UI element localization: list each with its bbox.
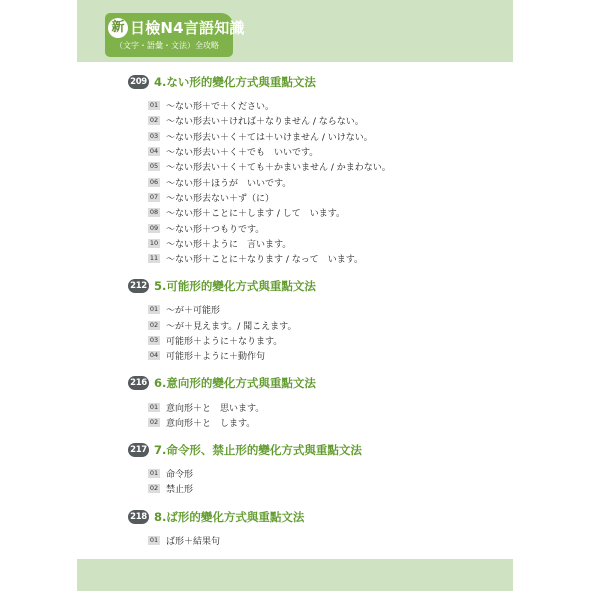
book-logo (105, 13, 245, 57)
list-item[interactable] (148, 98, 508, 113)
list-item[interactable] (148, 318, 508, 333)
list-item[interactable] (148, 159, 508, 174)
item-text: ～が＋可能形 (166, 306, 221, 317)
section-title: 5.可能形的變化方式與重點文法 (154, 279, 316, 294)
logo-subtitle: （文字・語彙・文法）全攻略 (115, 41, 219, 50)
section-items (128, 302, 508, 363)
section-items (128, 399, 508, 430)
section-page-badge: 217 (128, 443, 149, 457)
item-number: 02 (149, 320, 159, 329)
list-item[interactable] (148, 129, 508, 144)
item-number: 02 (149, 116, 159, 125)
item-number: 04 (149, 147, 159, 156)
item-number: 01 (149, 402, 159, 411)
item-text: ～ない形去い＋く＋でも いいです。 (166, 148, 319, 159)
toc-section (128, 507, 508, 548)
item-number: 10 (149, 238, 159, 247)
item-number: 07 (149, 192, 159, 201)
list-item[interactable] (148, 144, 508, 159)
list-item[interactable] (148, 220, 508, 235)
logo-badge: 新 (108, 18, 128, 38)
item-text: 意向形＋と します。 (166, 418, 256, 429)
list-item[interactable] (148, 190, 508, 205)
item-text: 可能形＋ように＋なります。 (166, 337, 283, 347)
item-number: 09 (149, 223, 159, 232)
item-number: 03 (149, 336, 159, 344)
item-number: 01 (149, 101, 159, 110)
item-number: 03 (149, 131, 159, 140)
list-item[interactable] (148, 399, 508, 414)
item-text: 禁止形 (166, 485, 194, 496)
list-item[interactable] (148, 333, 508, 348)
toc-section (128, 72, 508, 266)
section-title: 7.命令形、禁止形的變化方式與重點文法 (154, 443, 362, 458)
item-text: 命令形 (166, 470, 194, 481)
item-text: ～ない形去い＋ければ＋なりません / ならない。 (166, 117, 364, 128)
item-number: 02 (149, 484, 159, 493)
section-title: 8.ば形的變化方式與重點文法 (154, 509, 305, 524)
item-number: 02 (149, 417, 159, 426)
section-items (128, 98, 508, 266)
toc-section (128, 373, 508, 430)
item-text: 可能形＋ように＋動作句 (166, 352, 266, 363)
logo-title: 日檢N4言語知識 (130, 19, 245, 37)
item-text: ～ない形＋つもりです。 (166, 224, 265, 235)
section-heading[interactable] (128, 276, 508, 296)
section-heading[interactable] (128, 373, 508, 393)
footer-band (77, 559, 513, 591)
list-item[interactable] (148, 481, 508, 496)
table-of-contents (128, 72, 508, 558)
item-number: 11 (149, 254, 159, 263)
list-item[interactable] (148, 302, 508, 317)
list-item[interactable] (148, 466, 508, 481)
section-page-badge: 209 (128, 75, 149, 89)
item-number: 01 (149, 305, 159, 314)
item-text: 意向形＋と 思います。 (166, 403, 265, 414)
item-text: ～ない形＋ことに＋します / して います。 (166, 209, 346, 220)
list-item[interactable] (148, 415, 508, 430)
item-number: 01 (149, 535, 159, 544)
item-text: ～が＋見えます。/ 聞こえます。 (166, 321, 297, 332)
item-text: ば形＋結果句 (166, 536, 221, 547)
item-number: 06 (149, 177, 159, 186)
list-item[interactable] (148, 174, 508, 189)
section-title: 6.意向形的變化方式與重點文法 (154, 376, 316, 391)
section-heading[interactable] (128, 440, 508, 460)
list-item[interactable] (148, 236, 508, 251)
item-text: ～ない形＋ことに＋なります / なって います。 (166, 255, 364, 266)
section-items (128, 466, 508, 497)
toc-section (128, 440, 508, 497)
item-text: ～ない形去い＋く＋ては＋いけません / いけない。 (166, 132, 373, 143)
item-text: ～ない形去い＋く＋ても＋かまいません / かまわない。 (166, 163, 391, 174)
list-item[interactable] (148, 533, 508, 548)
item-text: ～ない形＋ように 言います。 (166, 239, 292, 250)
section-title: 4.ない形的變化方式與重點文法 (154, 75, 316, 89)
list-item[interactable] (148, 205, 508, 220)
item-text: ～ない形＋ほうが いいです。 (166, 178, 292, 189)
item-text: ～ない形去ない＋ず（に） (166, 193, 275, 204)
item-number: 05 (149, 162, 159, 171)
section-page-badge: 218 (128, 510, 149, 524)
list-item[interactable] (148, 348, 508, 363)
section-page-badge: 212 (128, 279, 149, 293)
list-item[interactable] (148, 251, 508, 266)
list-item[interactable] (148, 113, 508, 128)
section-heading[interactable] (128, 507, 508, 527)
item-number: 04 (149, 351, 159, 360)
section-heading[interactable] (128, 72, 508, 92)
item-text: ～ない形＋で＋ください。 (166, 102, 275, 113)
item-number: 08 (149, 208, 159, 217)
toc-section (128, 276, 508, 363)
item-number: 01 (149, 469, 159, 478)
section-items (128, 533, 508, 548)
section-page-badge: 216 (128, 376, 149, 390)
